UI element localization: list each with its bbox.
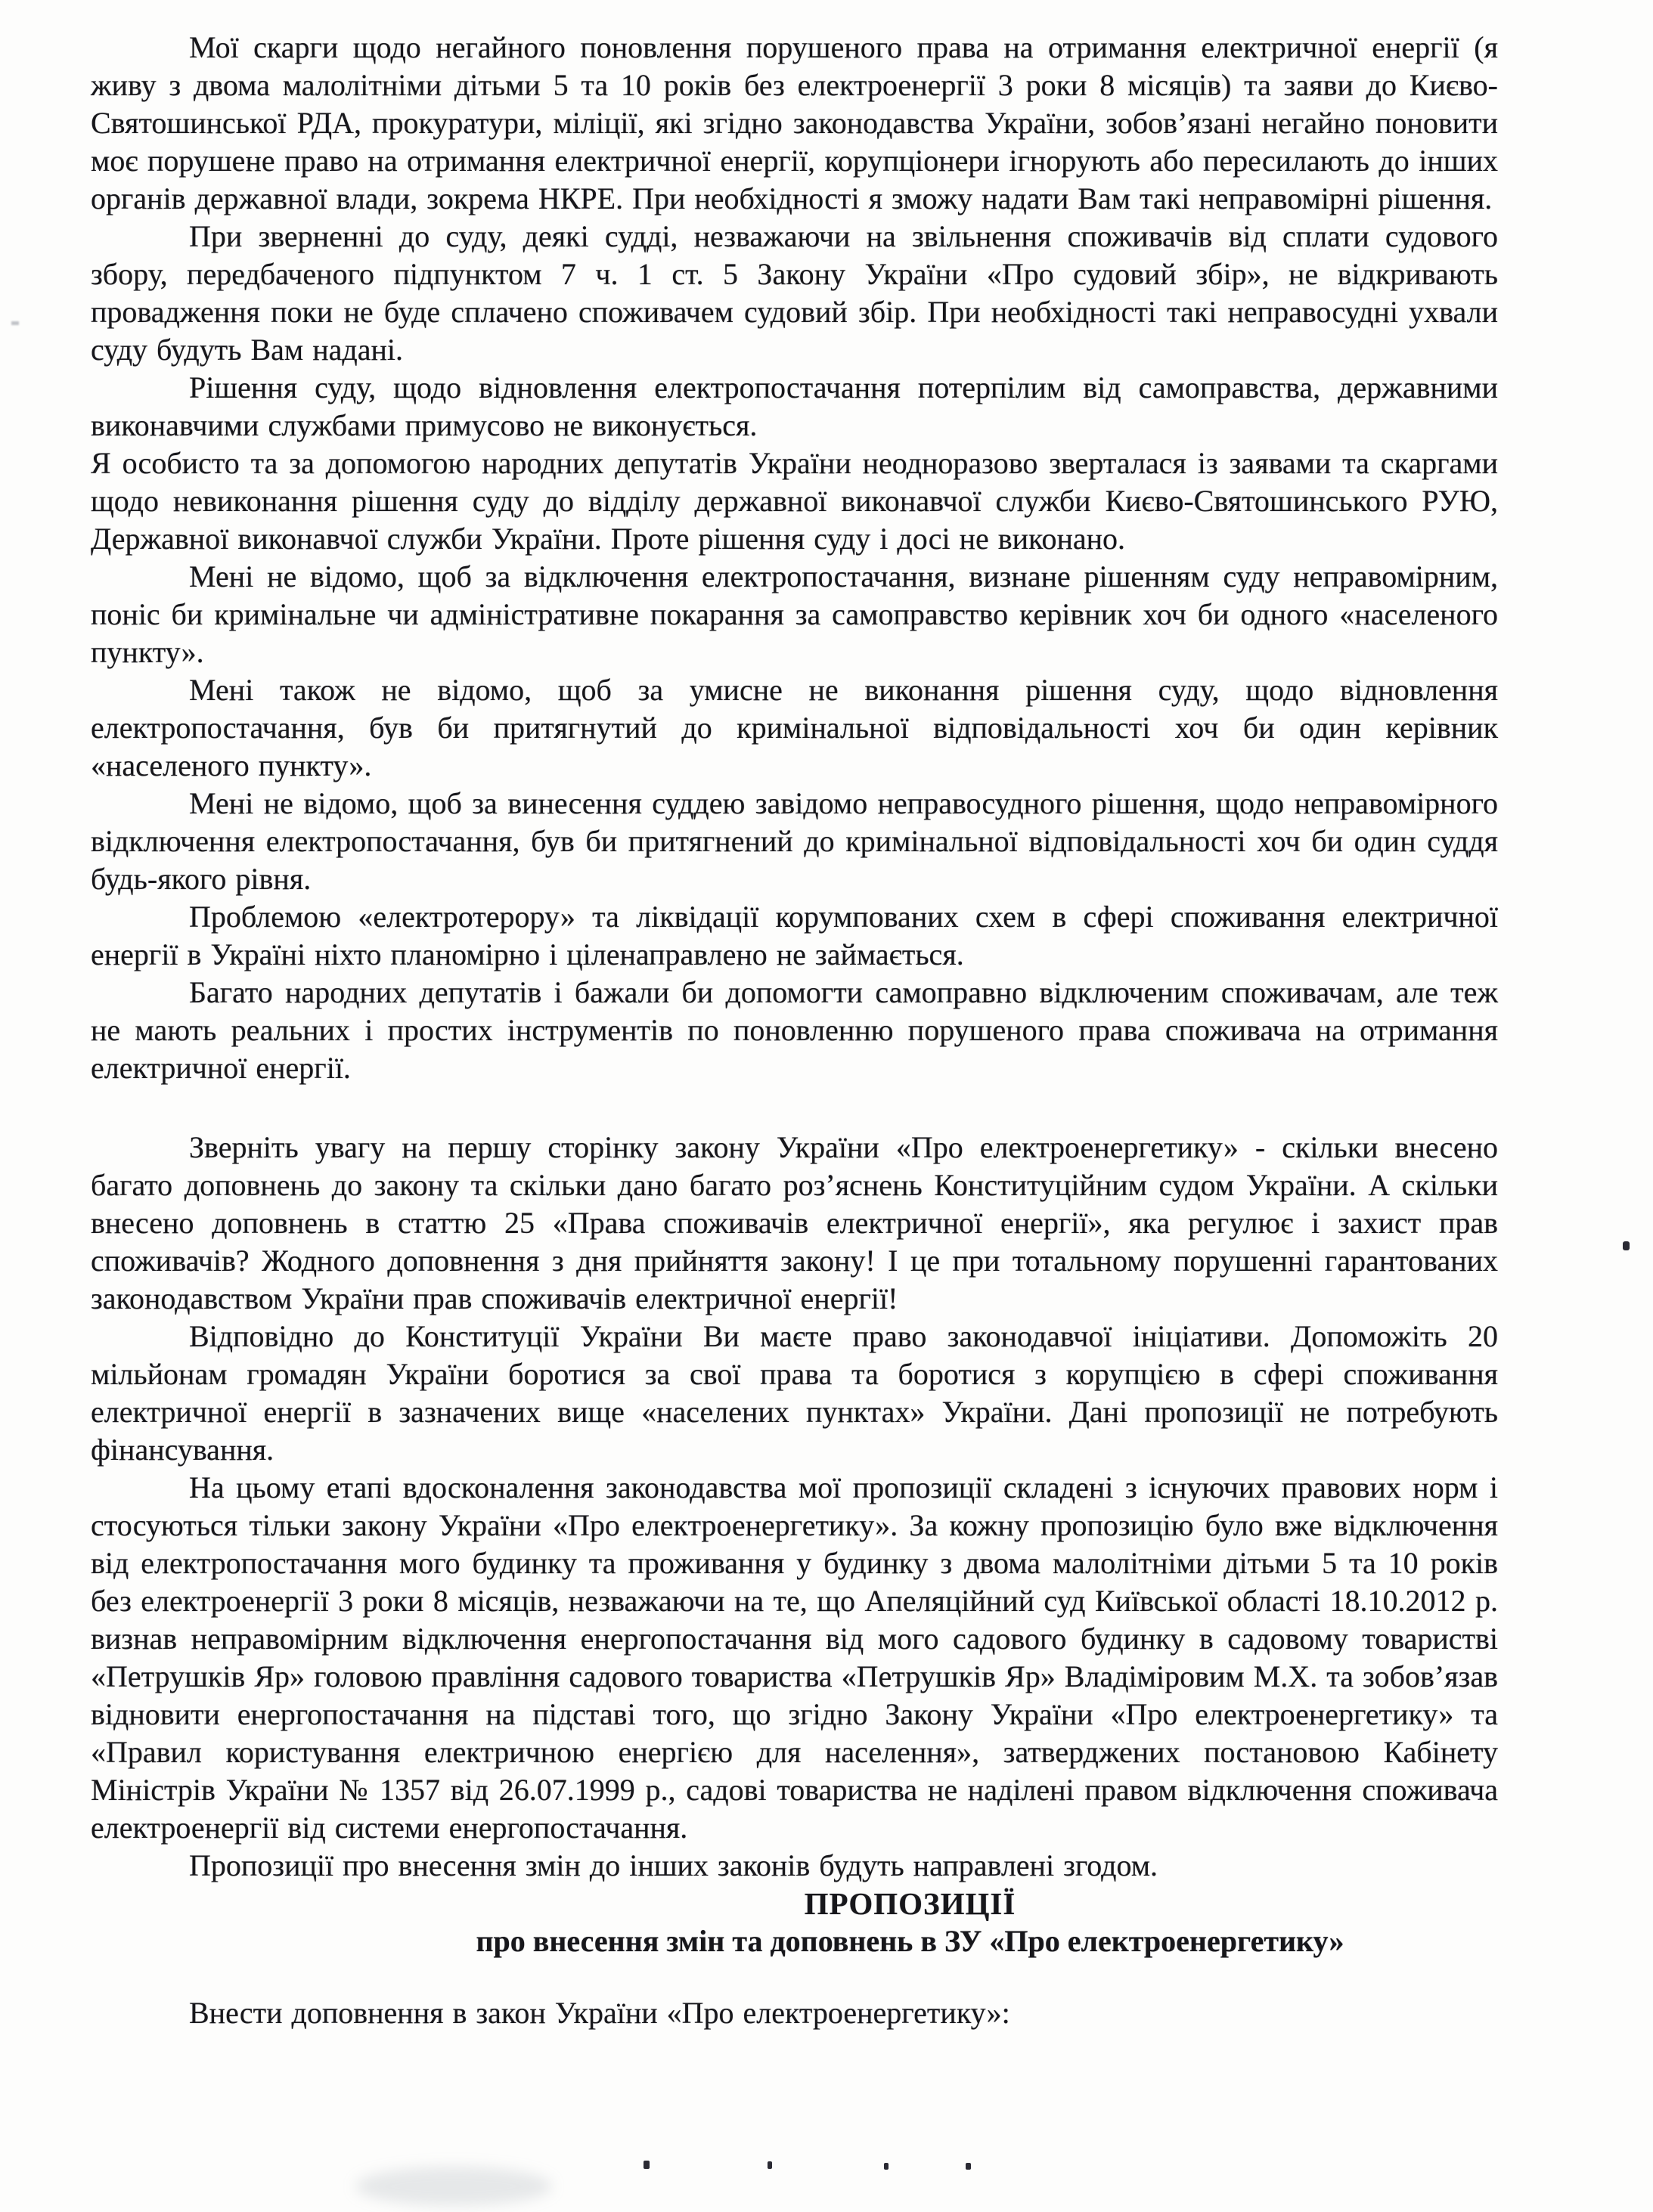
paragraph: Мені не відомо, щоб за винесення суддею завідомо неправосудного рішення, щодо неправомірного відключення електропостачання, був би притягнений до кримінальної відповідальності хоч би один суддя будь-якого рівня.	[91, 786, 1498, 896]
paragraph: На цьому етапі вдосконалення законодавства мої пропозиції складені з існуючих правових норм і стосуються тільки закону України «Про електроенергетику». За кожну пропозицію було вже відключення від електропостачання мого будинку та проживання у будинку з двома малолітніми дітьми 5 та 10 років без електроенергії 3 роки 8 місяців, незважаючи на те, що Апеляційний суд Київської області 18.10.2012 р. визнав неправомірним відключення енергопостачання від мого садового будинку в садовому товаристві «Петрушків Яр» головою правління садового товариства «Петрушків Яр» Владіміровим М.Х. та зобов’язав відновити енергопостачання на підставі того, що згідно Закону України «Про електроенергетику» та «Правил користування електричною енергією для населення», затверджених постановою Кабінету Міністрів України № 1357 від 26.07.1999 р., садові товариства не наділені правом відключення споживача електроенергії від системи енергопостачання.	[91, 1470, 1498, 1845]
scan-artifact	[355, 2167, 552, 2206]
paragraph: Мені не відомо, щоб за відключення електропостачання, визнане рішенням суду неправомірним, поніс би кримінальне чи адміністративне покарання за самоправство керівник хоч би одного «населеного пункту».	[91, 559, 1498, 669]
paragraph: Рішення суду, щодо відновлення електропостачання потерпілим від самоправства, державними виконавчими службами примусово не виконується.	[91, 370, 1498, 442]
scan-artifact	[644, 2161, 650, 2169]
proposals-title: ПРОПОЗИЦІЇ	[804, 1886, 1016, 1921]
paragraph: Пропозиції про внесення змін до інших законів будуть направлені згодом.	[189, 1848, 1158, 1882]
paragraph: Мої скарги щодо негайного поновлення порушеного права на отримання електричної енергії (я живу з двома малолітніми дітьми 5 та 10 років без електроенергії 3 роки 8 місяців) та заяви до Києво-Святошинської РДА, прокуратури, міліції, які згідно законодавства України, зобов’язані негайно поновити моє порушене право на отримання електричної енергії, корупціонери ігнорують або пересилають до інших органів державної влади, зокрема НКРЕ. При необхідності я зможу надати Вам такі неправомірні рішення.	[91, 30, 1498, 215]
scan-artifact	[966, 2163, 971, 2170]
scan-artifact	[884, 2163, 889, 2170]
scan-artifact	[11, 321, 19, 325]
scan-artifact	[1623, 1241, 1630, 1250]
paragraph: При зверненні до суду, деякі судді, незважаючи на звільнення споживачів від сплати судового збору, передбаченого підпунктом 7 ч. 1 ст. 5 Закону України «Про судовий збір», не відкривають провадження поки не буде сплачено споживачем судовий збір. При необхідності такі неправосудні ухвали суду будуть Вам надані.	[91, 219, 1498, 367]
paragraph: Відповідно до Конституції України Ви маєте право законодавчої ініціативи. Допоможіть 20 мільйонам громадян України боротися за свої права та боротися з корупцією в сфері споживання електричної енергії в зазначених вище «населених пунктах» України. Дані пропозиції не потребують фінансування.	[91, 1319, 1498, 1467]
paragraph-gap	[91, 1087, 1498, 1129]
paragraph: Проблемою «електротерору» та ліквідації корумпованих схем в сфері споживання електричної енергії в Україні ніхто планомірно і ціленаправлено не займається.	[91, 900, 1498, 971]
paragraph: Внести доповнення в закон України «Про електроенергетику»:	[189, 1996, 1010, 2030]
paragraph: Багато народних депутатів і бажали би допомогти самоправно відключеним споживачам, але теж не мають реальних і простих інструментів по поновленню порушеного права споживача на отримання електричної енергії.	[91, 975, 1498, 1085]
paragraph: Зверніть увагу на першу сторінку закону України «Про електроенергетику» - скільки внесено багато доповнень до закону та скільки дано багато роз’яснень Конституційним судом України. А скільки внесено доповнень в статтю 25 «Права споживачів електричної енергії», яка регулює і захист прав споживачів? Жодного доповнення з дня прийняття закону! І це при тотальному порушенні гарантованих законодавством України прав споживачів електричної енергії!	[91, 1130, 1498, 1315]
paragraph: Я особисто та за допомогою народних депутатів України неодноразово зверталася із заявами та скаргами щодо невиконання рішення суду до відділу державної виконавчої служби Києво-Святошинського РУЮ, Державної виконавчої служби України. Проте рішення суду і досі не виконано.	[91, 446, 1498, 556]
paragraph: Мені також не відомо, щоб за умисне не виконання рішення суду, щодо відновлення електропостачання, був би притягнутий до кримінальної відповідальності хоч би один керівник «населеного пункту».	[91, 673, 1498, 782]
paragraph-gap	[91, 1960, 1498, 1994]
scan-artifact	[768, 2161, 772, 2169]
proposals-subtitle: про внесення змін та доповнень в ЗУ «Про електроенергетику»	[476, 1924, 1344, 1958]
